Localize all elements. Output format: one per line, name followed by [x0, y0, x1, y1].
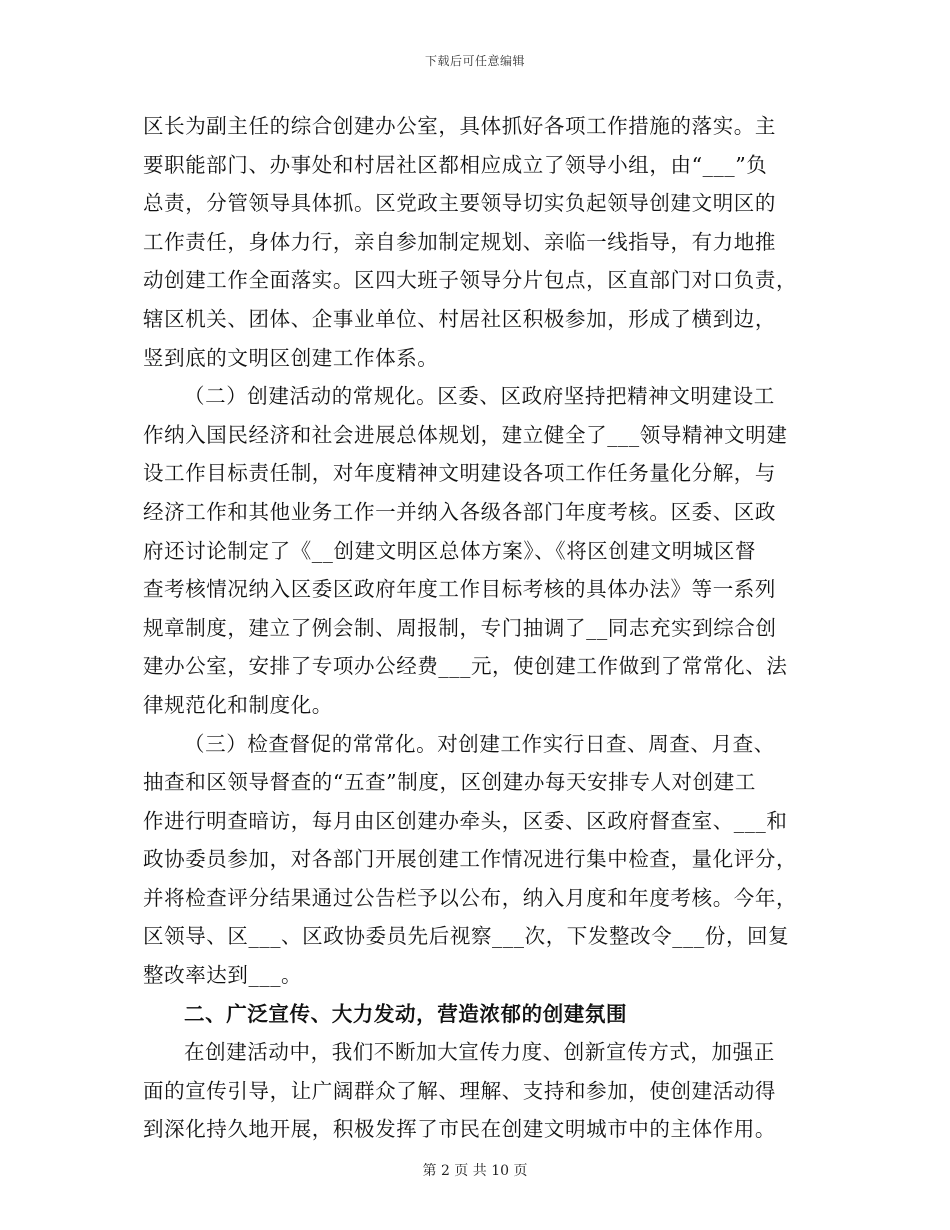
paragraph-line: 经济工作和其他业务工作一并纳入各级各部门年度考核。区委、区政: [143, 499, 776, 524]
paragraph-line: 区领导、区___、区政协委员先后视察___次，下发整改令___份，回复: [143, 924, 790, 949]
paragraph-line: 律规范化和制度化。: [143, 692, 333, 717]
section-heading: 二、广泛宣传、大力发动，营造浓郁的创建氛围: [184, 1001, 628, 1026]
paragraph-line: 设工作目标责任制，对年度精神文明建设各项工作任务量化分解，与: [143, 461, 776, 486]
paragraph-line: 建办公室，安排了专项办公经费___元，使创建工作做到了常常化、法: [143, 654, 788, 679]
paragraph-line: 区长为副主任的综合创建办公室，具体抓好各项工作措施的落实。主: [143, 114, 776, 138]
paragraph-line: （三）检查督促的常常化。对创建工作实行日查、周查、月查、: [184, 731, 775, 756]
paragraph-line: 政协委员参加，对各部门开展创建工作情况进行集中检查，量化评分，: [143, 847, 798, 872]
paragraph-line: 作进行明查暗访，每月由区创建办牵头，区委、区政府督查室、___和: [143, 808, 788, 833]
paragraph-line: 动创建工作全面落实。区四大班子领导分片包点，区直部门对口负责，: [143, 268, 798, 293]
document-body: [143, 107, 805, 1149]
paragraph-line: 要职能部门、办事处和村居社区都相应成立了领导小组，由“___”负: [143, 152, 768, 177]
paragraph-line: 在创建活动中，我们不断加大宣传力度、创新宣传方式，加强正: [184, 1040, 775, 1065]
paragraph-line: 到深化持久地开展，积极发挥了市民在创建文明城市中的主体作用。: [143, 1117, 776, 1142]
paragraph-line: 竖到底的文明区创建工作体系。: [143, 345, 439, 370]
paragraph-line: 面的宣传引导，让广阔群众了解、理解、支持和参加，使创建活动得: [143, 1078, 776, 1103]
paragraph-line: 工作责任，身体力行，亲自参加制定规划、亲临一线指导，有力地推: [143, 229, 776, 254]
paragraph-line: 整改率达到___。: [143, 963, 303, 988]
paragraph-line: （二）创建活动的常规化。区委、区政府坚持把精神文明建设工: [184, 384, 775, 409]
paragraph-line: 辖区机关、团体、企事业单位、村居社区积极参加，形成了横到边，: [143, 306, 776, 331]
paragraph-line: 抽查和区领导督查的“五查”制度，区创建办每天安排专人对创建工: [143, 770, 756, 795]
paragraph-line: 规章制度，建立了例会制、周报制，专门抽调了__同志充实到综合创: [143, 615, 777, 640]
paragraph-line: 并将检查评分结果通过公告栏予以公布，纳入月度和年度考核。今年，: [143, 885, 798, 910]
paragraph-line: 总责，分管领导具体抓。区党政主要领导切实负起领导创建文明区的: [143, 191, 776, 216]
page-header: 下载后可任意编辑: [424, 54, 525, 68]
paragraph-line: 查考核情况纳入区委区政府年度工作目标考核的具体办法》等一系列: [143, 577, 776, 602]
paragraph-line: 作纳入国民经济和社会进展总体规划，建立健全了___领导精神文明建: [143, 422, 788, 447]
paragraph-line: 府还讨论制定了《__创建文明区总体方案》、《将区创建文明城区督: [143, 538, 757, 563]
page-footer: 第 2 页 共 10 页: [422, 1163, 528, 1179]
